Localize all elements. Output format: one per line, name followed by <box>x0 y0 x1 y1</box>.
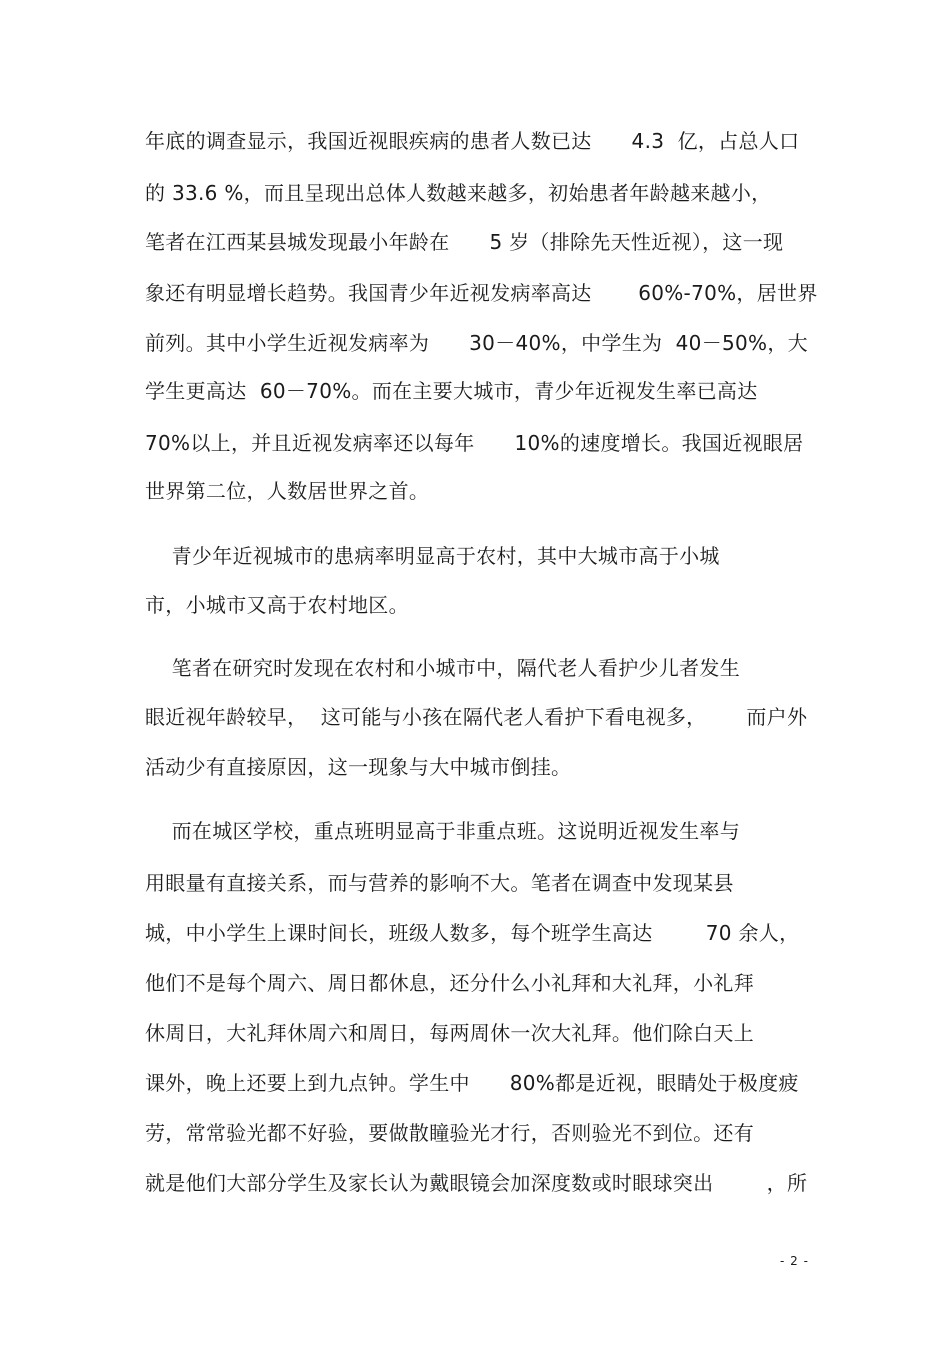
text-line: 前列。其中小学生近视发病率为 30－40%，中学生为 40－50%，大 <box>145 331 808 355</box>
text-line: 眼近视年龄较早， 这可能与小孩在隔代老人看护下看电视多， 而户外 <box>145 705 808 729</box>
text-line: 年底的调查显示，我国近视眼疾病的患者人数已达 4.3 亿，占总人口 <box>145 129 800 153</box>
text-line: 世界第二位，人数居世界之首。 <box>145 479 430 503</box>
text-line: 市，小城市又高于农村地区。 <box>145 593 409 617</box>
text-line: 就是他们大部分学生及家长认为戴眼镜会加深度数或时眼球突出 ，所 <box>145 1171 808 1195</box>
text-line: 象还有明显增长趋势。我国青少年近视发病率高达 60%-70%，居世界 <box>145 281 818 305</box>
text-line: 的 33.6 %，而且呈现出总体人数越来越多，初始患者年龄越来越小， <box>145 181 772 205</box>
text-line: 笔者在研究时发现在农村和小城市中，隔代老人看护少儿者发生 <box>145 656 741 680</box>
text-line: 学生更高达 60－70%。而在主要大城市，青少年近视发生率已高达 <box>145 379 758 403</box>
text-line: 70%以上，并且近视发病率还以每年 10%的速度增长。我国近视眼居 <box>145 431 804 455</box>
text-line: 用眼量有直接关系，而与营养的影响不大。笔者在调查中发现某县 <box>145 871 734 895</box>
text-line: 劳，常常验光都不好验，要做散瞳验光才行，否则验光不到位。还有 <box>145 1121 754 1145</box>
text-line: 而在城区学校，重点班明显高于非重点班。这说明近视发生率与 <box>145 819 741 843</box>
text-line: 城，中小学生上课时间长，班级人数多，每个班学生高达 70 余人， <box>145 921 800 945</box>
text-line: 活动少有直接原因，这一现象与大中城市倒挂。 <box>145 755 572 779</box>
text-line: 课外，晚上还要上到九点钟。学生中 80%都是近视，眼睛处于极度疲 <box>145 1071 799 1095</box>
text-line: 休周日，大礼拜休周六和周日，每两周休一次大礼拜。他们除白天上 <box>145 1021 754 1045</box>
text-line: 他们不是每个周六、周日都休息，还分什么小礼拜和大礼拜，小礼拜 <box>145 971 754 995</box>
page-number: - 2 - <box>780 1254 809 1268</box>
text-line: 笔者在江西某县城发现最小年龄在 5 岁（排除先天性近视），这一现 <box>145 230 784 254</box>
text-line: 青少年近视城市的患病率明显高于农村，其中大城市高于小城 <box>145 544 720 568</box>
